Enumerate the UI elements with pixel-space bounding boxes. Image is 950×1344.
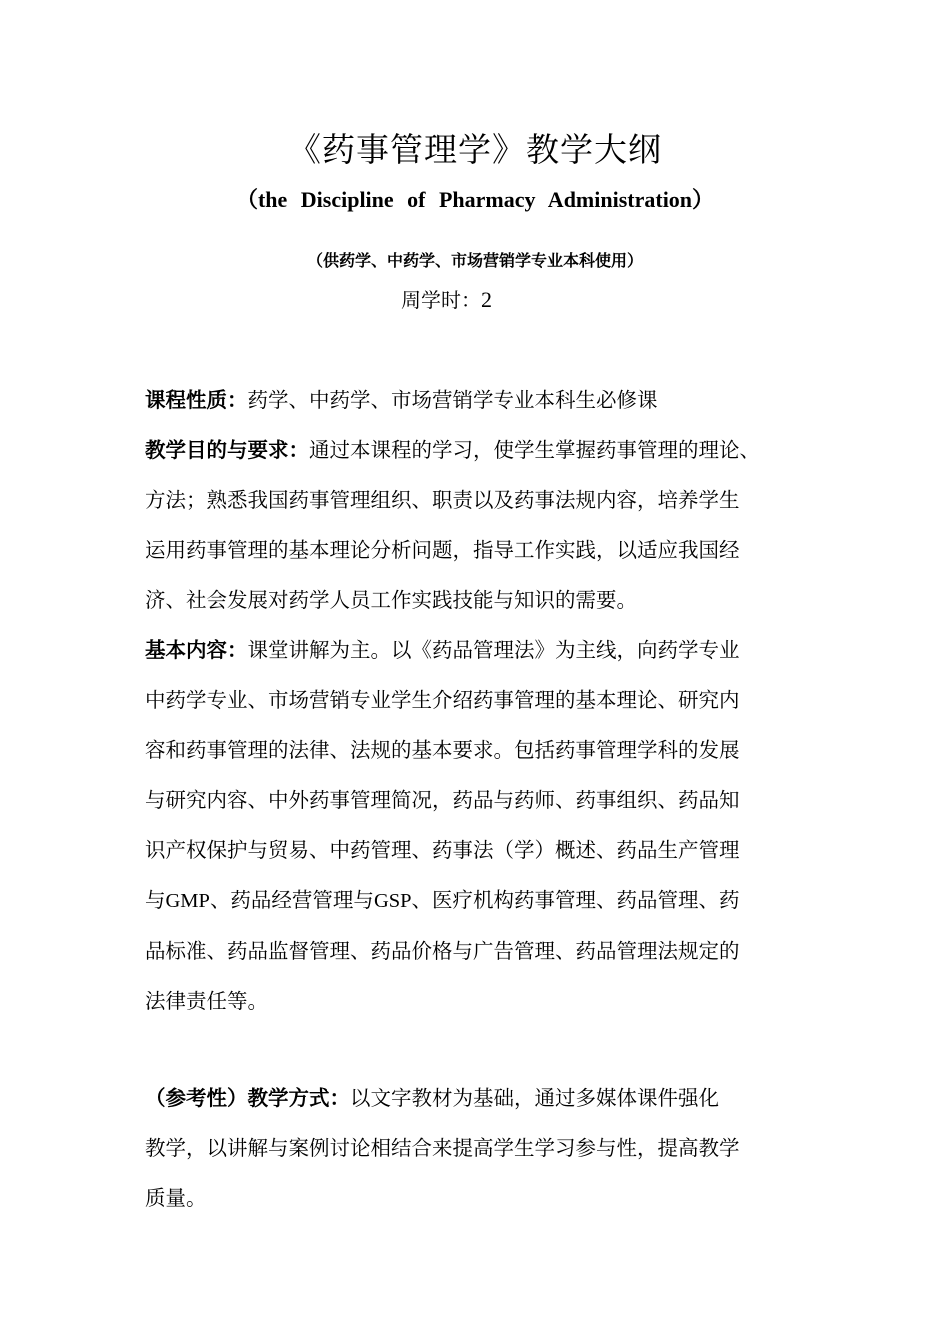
text-run: 、药品经营管理与 <box>209 888 374 912</box>
paragraph-line: 教学，以讲解与案例讨论相结合来提高学生学习参与性，提高教学 <box>145 1136 740 1160</box>
section-label: 教学目的与要求： <box>145 438 309 462</box>
paragraph-line: 质量。 <box>145 1186 207 1210</box>
section-text: 以文字教材为基础，通过多媒体课件强化 <box>350 1086 719 1110</box>
weekly-hours <box>401 284 492 316</box>
gmp-term: GMP <box>165 890 210 912</box>
paragraph-line: 济、社会发展对药学人员工作实践技能与知识的需要。 <box>145 588 637 612</box>
paragraph-line: 品标准、药品监督管理、药品价格与广告管理、药品管理法规定的 <box>145 939 740 963</box>
document-title: 《药事管理学》教学大纲 <box>288 130 662 169</box>
section-teaching-method <box>145 1073 825 1223</box>
usage-note: （供药学、中药学、市场营销学专业本科使用） <box>306 251 643 270</box>
english-subtitle: （the Discipline of Pharmacy Administration） <box>235 187 715 212</box>
paragraph-line: 容和药事管理的法律、法规的基本要求。包括药事管理学科的发展 <box>145 738 740 762</box>
section-text: 课堂讲解为主。以《药品管理法》为主线，向药学专业 <box>247 638 740 662</box>
paragraph-line <box>145 1073 825 1123</box>
paragraph-line: 运用药事管理的基本理论分析问题，指导工作实践，以适应我国经 <box>145 538 740 562</box>
text-run: 、医疗机构药事管理、药品管理、药 <box>411 888 740 912</box>
section-label: 课程性质： <box>145 388 248 412</box>
paragraph-line <box>145 875 825 926</box>
paragraph-line <box>145 425 825 475</box>
section-objectives <box>145 425 825 625</box>
section-text: 药学、中药学、市场营销学专业本科生必修课 <box>247 388 658 412</box>
paragraph-line: 法律责任等。 <box>145 989 268 1013</box>
section-label: 基本内容： <box>145 638 248 662</box>
section-basic-content <box>145 625 825 1026</box>
paragraph-line: 方法；熟悉我国药事管理组织、职责以及药事法规内容，培养学生 <box>145 488 740 512</box>
section-text: 通过本课程的学习，使学生掌握药事管理的理论、 <box>309 438 760 462</box>
gsp-term: GSP <box>373 890 412 912</box>
weekly-hours-label: 周学时： <box>401 288 481 312</box>
text-run: 与 <box>145 888 166 912</box>
paragraph-line <box>145 625 825 675</box>
paragraph-line: 与研究内容、中外药事管理简况，药品与药师、药事组织、药品知 <box>145 788 740 812</box>
weekly-hours-value: 2 <box>481 287 492 312</box>
paragraph-line: 识产权保护与贸易、中药管理、药事法（学）概述、药品生产管理 <box>145 838 740 862</box>
section-course-nature <box>145 375 825 425</box>
section-label: （参考性）教学方式： <box>145 1086 350 1110</box>
paragraph-line <box>145 375 825 425</box>
paragraph-line: 中药学专业、市场营销专业学生介绍药事管理的基本理论、研究内 <box>145 688 740 712</box>
